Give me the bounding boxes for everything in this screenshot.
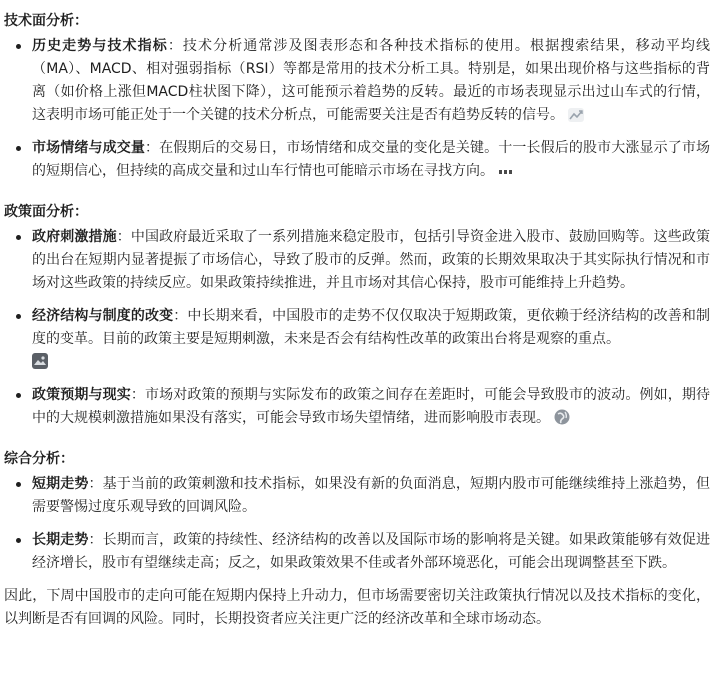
section-heading: 政策面分析： xyxy=(4,204,88,220)
item-title: 短期走势 xyxy=(32,476,89,492)
item-title: 历史走势与技术指标 xyxy=(32,38,168,54)
section-heading: 技术面分析： xyxy=(4,13,88,29)
list-item xyxy=(4,35,710,127)
list-item xyxy=(4,473,710,519)
section-technical xyxy=(4,10,710,183)
list-item xyxy=(4,305,710,374)
item-title: 政策预期与现实 xyxy=(32,387,131,403)
list-item xyxy=(4,226,710,295)
item-text: ：基于当前的政策刺激和技术指标，如果没有新的负面消息，短期内股市可能继续维持上涨趋势，但需要警惕过度乐观导致的回调风险。 xyxy=(32,476,711,515)
item-title: 经济结构与制度的改变 xyxy=(32,308,174,324)
item-title: 长期走势 xyxy=(32,532,89,548)
bullet-list xyxy=(4,226,710,430)
item-text: ：在假期后的交易日，市场情绪和成交量的变化是关键。十一长假后的股市大涨显示了市场的短期信心，但持续的高成交量和过山车行情也可能暗示市场在寻找方向。 xyxy=(32,140,711,179)
item-title: 市场情绪与成交量 xyxy=(32,140,146,156)
item-text: ：中国政府最近采取了一系列措施来稳定股市，包括引导资金进入股市、鼓励回购等。这些政策的出台在短期内显著提振了市场信心，导致了股市的反弹。然而，政策的长期效果取决于其实际执行情况和市场对这些政策的持续反应。如果政策持续推进，并且市场对其信心保持，股市可能维持上升趋势。 xyxy=(32,229,710,291)
list-item xyxy=(4,384,710,430)
chart-thumbnail-icon[interactable] xyxy=(568,108,584,122)
globe-icon[interactable] xyxy=(554,409,570,425)
section-policy xyxy=(4,201,710,430)
item-text: ：市场对政策的预期与实际发布的政策之间存在差距时，可能会导致股市的波动。例如，期待中的大规模刺激措施如果没有落实，可能会导致市场失望情绪，进而影响股市表现。 xyxy=(32,387,711,426)
image-thumbnail-icon[interactable] xyxy=(32,353,48,369)
item-text: ：技术分析通常涉及图表形态和各种技术指标的使用。根据搜索结果，移动平均线（MA）、MACD、相对强弱指标（RSI）等都是常用的技术分析工具。特别是，如果出现价格与这些指标的背离（如价格上涨但MACD柱状图下降），这可能预示着趋势的反转。最近的市场表现显示出过山车式的行情，这表明市场可能正处于一个关键的技术分析点，可能需要关注是否有趋势反转的信号。 xyxy=(32,38,711,123)
bullet-list xyxy=(4,473,710,575)
bullet-list xyxy=(4,35,710,183)
list-item xyxy=(4,529,710,575)
list-item xyxy=(4,137,710,183)
item-title: 政府刺激措施 xyxy=(32,229,117,245)
conclusion-paragraph: 因此，下周中国股市的走向可能在短期内保持上升动力，但市场需要密切关注政策执行情况以及技术指标的变化，以判断是否有回调的风险。同时，长期投资者应关注更广泛的经济改革和全球市场动态。 xyxy=(4,588,710,627)
item-text: ：中长期来看，中国股市的走势不仅仅取决于短期政策，更依赖于经济结构的改善和制度的变革。目前的政策主要是短期刺激，未来是否会有结构性改革的政策出台将是观察的重点。 xyxy=(32,308,711,347)
section-heading: 综合分析： xyxy=(4,451,74,467)
item-text: ：长期而言，政策的持续性、经济结构的改善以及国际市场的影响将是关键。如果政策能够有效促进经济增长，股市有望继续走高；反之，如果政策效果不佳或者外部环境恶化，可能会出现调整甚至下跌。 xyxy=(32,532,711,571)
more-dots-icon[interactable] xyxy=(498,166,514,178)
section-summary xyxy=(4,448,710,575)
